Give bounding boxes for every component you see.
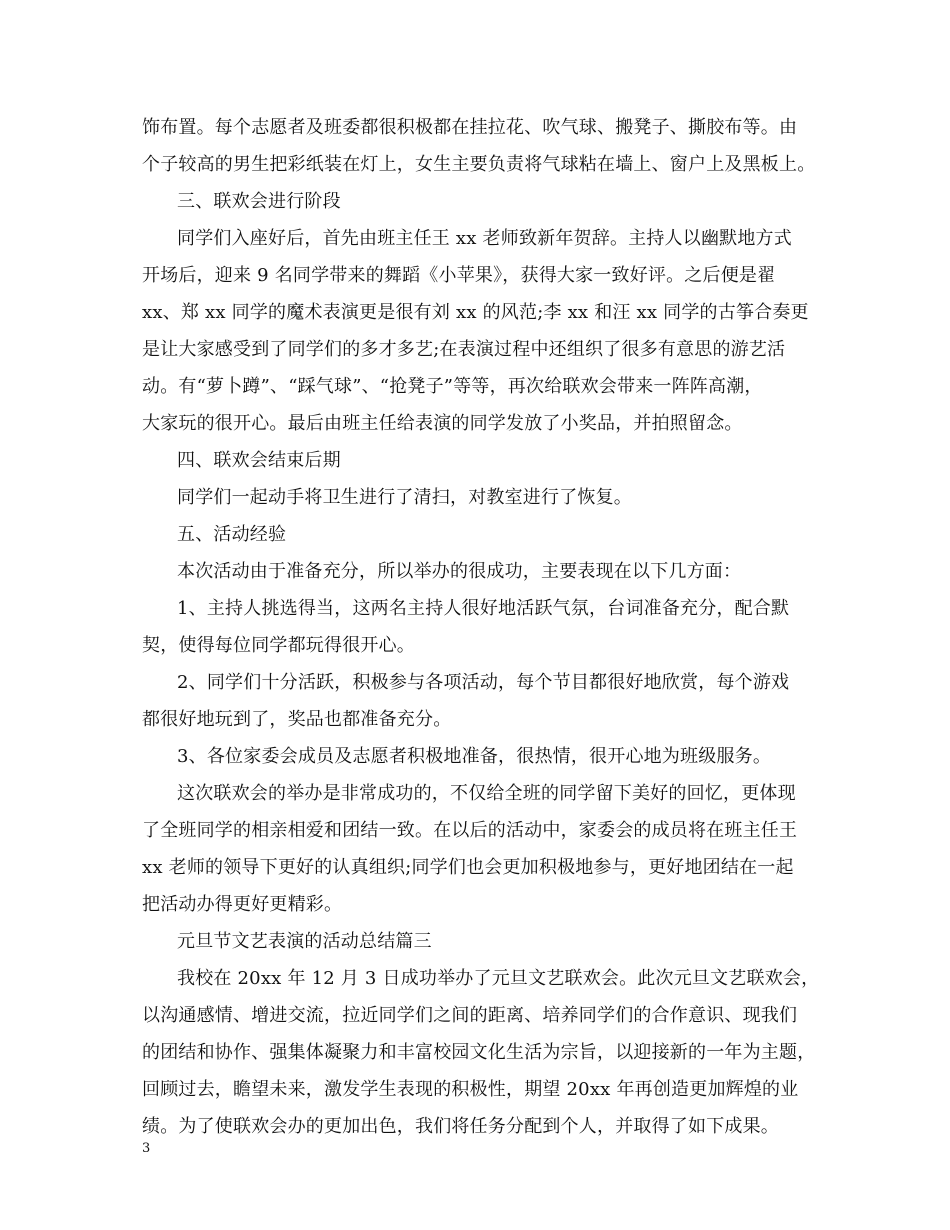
- text-line: 把活动办得更好更精彩。: [142, 894, 343, 915]
- text-line: 这次联欢会的举办是非常成功的，不仅给全班的同学留下美好的回忆，更体现: [177, 783, 796, 804]
- text-line: 都很好地玩到了，奖品也都准备充分。: [142, 709, 452, 730]
- text-line: 是让大家感受到了同学们的多才多艺;在表演过程中还组织了很多有意思的游艺活: [142, 339, 786, 360]
- section-heading: 三、联欢会进行阶段: [177, 191, 341, 212]
- list-item: 2、同学们十分活跃，积极参与各项活动，每个节目都很好地欣赏，每个游戏: [177, 672, 790, 693]
- text-line: 绩。为了使联欢会办的更加出色，我们将任务分配到个人，并取得了如下成果。: [142, 1116, 779, 1137]
- article-title: 元旦节文艺表演的活动总结篇三: [177, 931, 432, 952]
- text-line: 我校在 20xx 年 12 月 3 日成功举办了元旦文艺联欢会。此次元旦文艺联欢会，: [177, 968, 820, 989]
- list-item: 1、主持人挑选得当，这两名主持人很好地活跃气氛，台词准备充分，配合默: [177, 598, 790, 619]
- text-line: 同学们一起动手将卫生进行了清扫，对教室进行了恢复。: [177, 487, 632, 508]
- text-line: 以沟通感情、增进交流，拉近同学们之间的距离、培养同学们的合作意识、现我们: [142, 1005, 798, 1026]
- text-line: 动。有“萝卜蹲”、“踩气球”、“抢凳子”等等，再次给联欢会带来一阵阵高潮，: [142, 376, 763, 397]
- text-line: 本次活动由于准备充分，所以举办的很成功，主要表现在以下几方面：: [177, 561, 742, 582]
- section-heading: 四、联欢会结束后期: [177, 450, 341, 471]
- text-line: 同学们入座好后，首先由班主任王 xx 老师致新年贺辞。主持人以幽默地方式: [177, 228, 792, 249]
- text-line: 契，使得每位同学都玩得很开心。: [142, 635, 415, 656]
- text-line: 开场后，迎来 9 名同学带来的舞蹈《小苹果》，获得大家一致好评。之后便是翟: [142, 265, 776, 286]
- text-line: 个子较高的男生把彩纸装在灯上，女生主要负责将气球粘在墙上、窗户上及黑板上。: [142, 154, 816, 175]
- text-line: xx、郑 xx 同学的魔术表演更是很有刘 xx 的风范;李 xx 和汪 xx 同学的古筝合奏更: [142, 302, 809, 323]
- list-item: 3、各位家委会成员及志愿者积极地准备，很热情，很开心地为班级服务。: [177, 746, 772, 767]
- text-line: xx 老师的领导下更好的认真组织;同学们也会更加积极地参与，更好地团结在一起: [142, 857, 794, 878]
- text-line: 回顾过去，瞻望未来，激发学生表现的积极性，期望 20xx 年再创造更加辉煌的业: [142, 1079, 799, 1100]
- text-line: 饰布置。每个志愿者及班委都很积极都在挂拉花、吹气球、搬凳子、撕胶布等。由: [142, 117, 798, 138]
- page-number: 3: [142, 1141, 151, 1156]
- text-line: 了全班同学的相亲相爱和团结一致。在以后的活动中，家委会的成员将在班主任王: [142, 820, 798, 841]
- section-heading: 五、活动经验: [177, 524, 287, 545]
- text-line: 大家玩的很开心。最后由班主任给表演的同学发放了小奖品，并拍照留念。: [142, 413, 743, 434]
- text-line: 的团结和协作、强集体凝聚力和丰富校园文化生活为宗旨，以迎接新的一年为主题，: [142, 1042, 816, 1063]
